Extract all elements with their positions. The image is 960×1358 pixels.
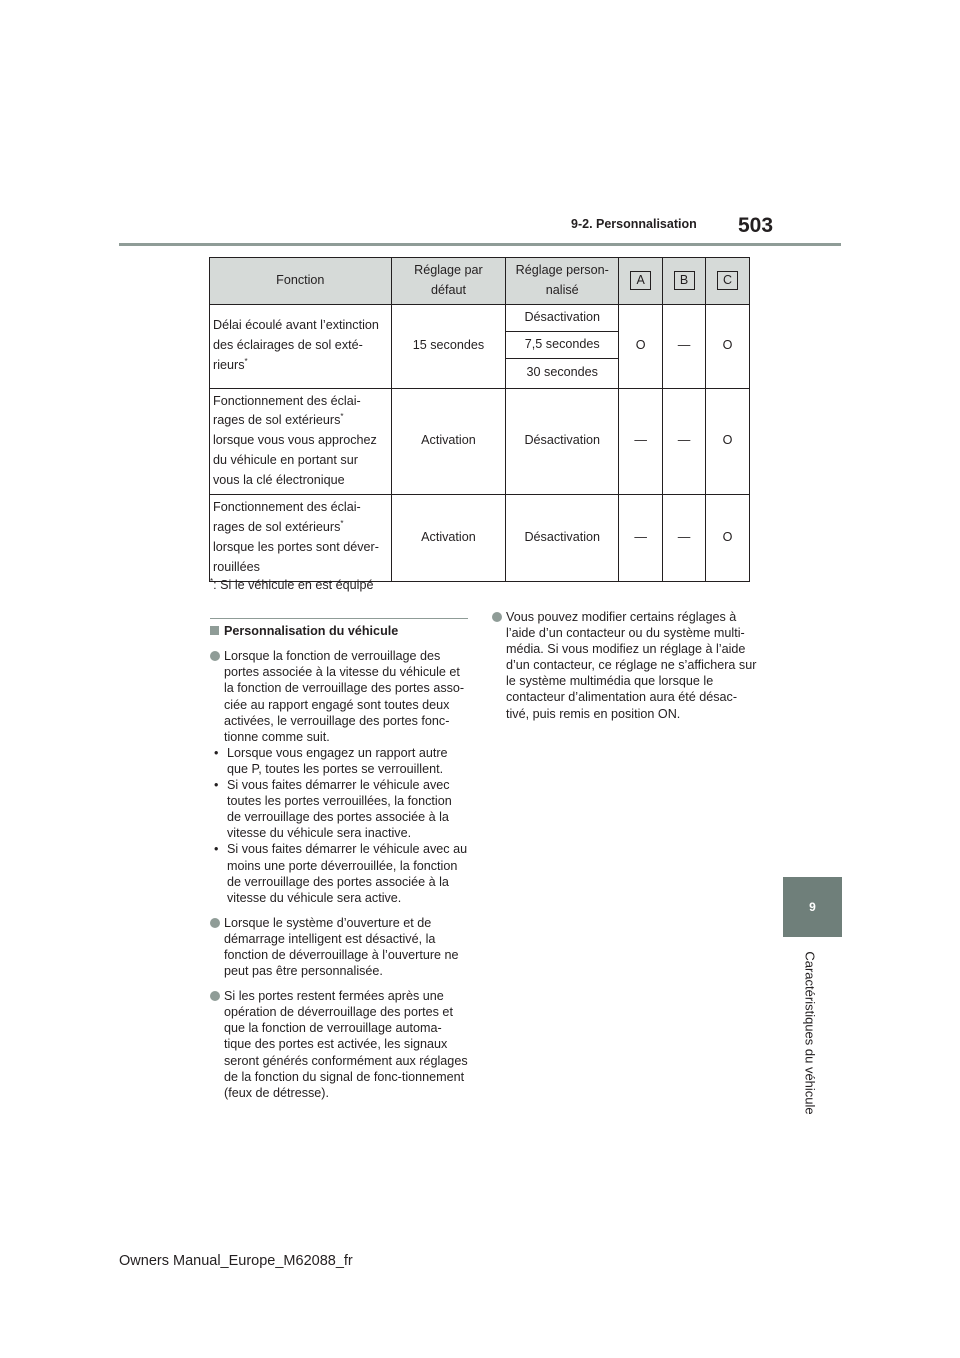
- row1-custom-2: 7,5 secondes: [506, 331, 619, 358]
- subsection-heading: [210, 623, 468, 639]
- left-column: [210, 618, 468, 1110]
- row1-b: —: [663, 304, 706, 388]
- row1-custom-1: Désactivation: [506, 304, 619, 331]
- chapter-label: [802, 945, 818, 1120]
- square-bullet-icon: [210, 626, 219, 635]
- row1-function: [210, 304, 392, 388]
- header-rule: [119, 243, 841, 246]
- circle-bullet-icon: [210, 991, 220, 1001]
- table-row: [210, 304, 750, 331]
- bullet-item: [210, 648, 468, 906]
- row2-default: Activation: [391, 388, 506, 494]
- row2-function-text-a: Fonctionnement des éclai-rages de sol extérieurs: [213, 393, 361, 428]
- label-a-box: A: [630, 271, 651, 290]
- sub-item: [210, 745, 468, 777]
- sub-item-text: Lorsque vous engagez un rapport autre que P, toutes les portes se verrouillent.: [227, 745, 448, 776]
- bullet-text: Lorsque la fonction de verrouillage des portes associée à la vitesse du véhicule et la fonction de verrouillage des portes asso-ciée au rapport engagé sont toutes deux activées, le verrouillage des portes fonc-tionne comme suit.: [224, 649, 465, 744]
- bullet-text: Vous pouvez modifier certains réglages à l’aide d’un contacteur ou du système multi-média. Si vous modifiez un réglage à l’aide d’un contacteur, ce réglage ne s’affichera sur le système multimédia que lorsque le contacteur d’alimentation aura été désac-tivé, puis remis en position ON.: [506, 610, 757, 721]
- row2-a: —: [619, 388, 663, 494]
- footnote-mark: *: [340, 412, 344, 422]
- row1-custom-3: 30 secondes: [506, 358, 619, 388]
- row2-function: [210, 388, 392, 494]
- table-row: [210, 388, 750, 494]
- row1-function-text: Délai écoulé avant l’extinction des éclairages de sol exté-rieurs: [213, 318, 379, 373]
- chapter-label-text: Caractéristiques du véhicule: [802, 950, 818, 1115]
- bullet-item: [210, 988, 468, 1101]
- subsection-title: Personnalisation du véhicule: [224, 624, 399, 639]
- row3-function-text-a: Fonctionnement des éclai-rages de sol extérieurs: [213, 500, 361, 534]
- row1-a: O: [619, 304, 663, 388]
- footnote-mark: *: [244, 356, 248, 366]
- table-footnote: [210, 578, 373, 592]
- label-b-box: B: [674, 271, 695, 290]
- settings-table: [209, 257, 750, 582]
- sub-item: [210, 777, 468, 841]
- header-c: [706, 258, 750, 305]
- sub-item: [210, 841, 468, 905]
- circle-bullet-icon: [492, 612, 502, 622]
- header-default: Réglage par défaut: [391, 258, 506, 305]
- header-b: [663, 258, 706, 305]
- bullet-item: [210, 915, 468, 979]
- column-divider: [210, 618, 468, 619]
- circle-bullet-icon: [210, 651, 220, 661]
- row2-function-text-b: lorsque vous vous approchez du véhicule en portant sur vous la clé électronique: [213, 433, 377, 488]
- footnote-text: : Si le véhicule en est équipé: [213, 578, 374, 592]
- header-custom: Réglage person-nalisé: [506, 258, 619, 305]
- page-number: 503: [738, 214, 774, 237]
- row3-function: [210, 495, 392, 582]
- row3-default: Activation: [391, 495, 506, 582]
- footnote-mark: *: [210, 576, 214, 586]
- row3-c: O: [706, 495, 750, 582]
- dot-bullet-icon: •: [214, 745, 219, 760]
- bullet-item: [492, 609, 758, 722]
- header-function: Fonction: [210, 258, 392, 305]
- row1-c: O: [706, 304, 750, 388]
- row3-function-text-b: lorsque les portes sont déver-rouillées: [213, 539, 379, 574]
- sub-list: [210, 745, 468, 906]
- row3-custom: Désactivation: [506, 495, 619, 582]
- row3-b: —: [663, 495, 706, 582]
- header-a: [619, 258, 663, 305]
- row3-a: —: [619, 495, 663, 582]
- row2-custom: Désactivation: [506, 388, 619, 494]
- bullet-text: Lorsque le système d’ouverture et de démarrage intelligent est désactivé, la fonction de déverrouillage à l’ouverture ne peut pas être personnalisée.: [224, 915, 459, 979]
- chapter-tab: 9: [783, 877, 842, 937]
- dot-bullet-icon: •: [214, 842, 219, 857]
- dot-bullet-icon: •: [214, 778, 219, 793]
- circle-bullet-icon: [210, 918, 220, 928]
- sub-item-text: Si vous faites démarrer le véhicule avec au moins une porte déverrouillée, la fonction de verrouillage des portes associée à la vitesse du véhicule sera active.: [227, 842, 468, 905]
- row2-b: —: [663, 388, 706, 494]
- table-header-row: [210, 258, 750, 305]
- row1-default: 15 secondes: [391, 304, 506, 388]
- footer-text: Owners Manual_Europe_M62088_fr: [119, 1253, 353, 1269]
- row2-c: O: [706, 388, 750, 494]
- footnote-mark: *: [340, 518, 344, 528]
- table-row: [210, 495, 750, 582]
- sub-item-text: Si vous faites démarrer le véhicule avec toutes les portes verrouillées, la fonction de verrouillage des portes associée à la vitesse du véhicule sera inactive.: [227, 778, 452, 841]
- label-c-box: C: [717, 271, 738, 290]
- bullet-text: Si les portes restent fermées après une opération de déverrouillage des portes et que la fonction de verrouillage automa-tique des portes est activée, les signaux seront générés conformément aux réglages de la fonction du signal de fonc-tionnement (feux de détresse).: [224, 989, 468, 1100]
- section-title: 9-2. Personnalisation: [571, 217, 697, 231]
- right-column: [492, 609, 758, 731]
